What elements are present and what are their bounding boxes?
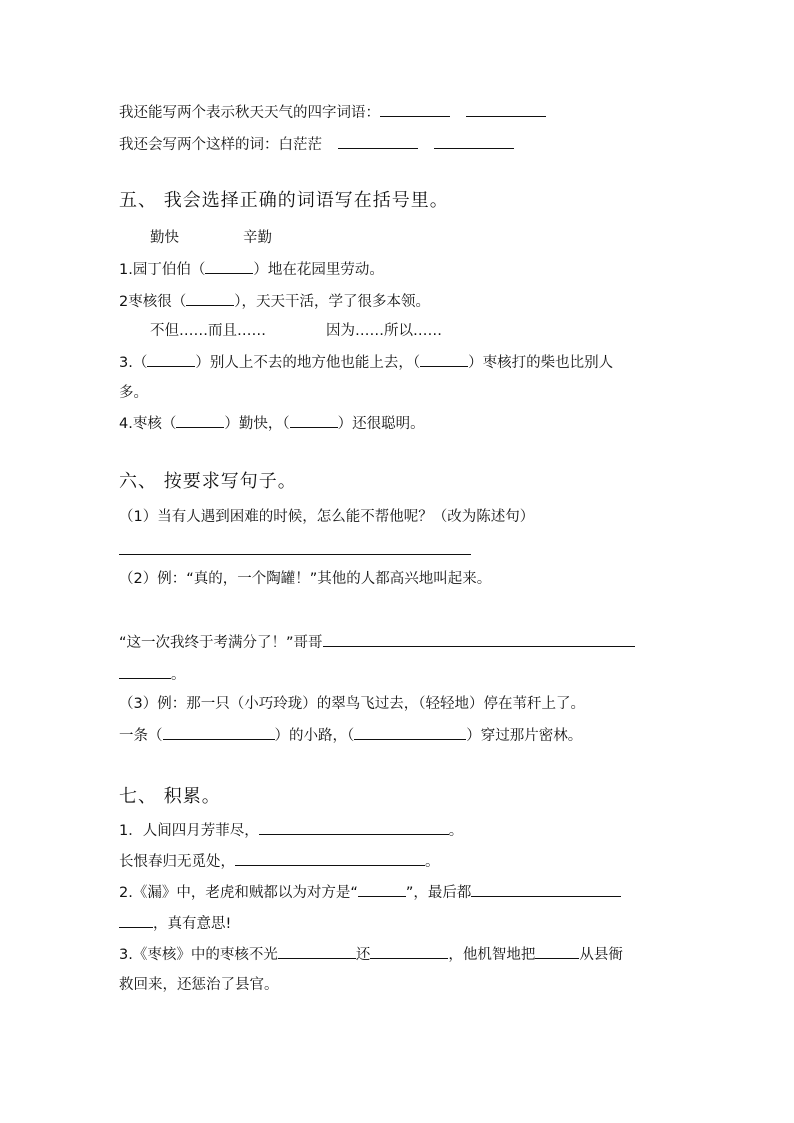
blank[interactable] <box>370 944 448 959</box>
blank[interactable] <box>176 413 224 428</box>
q4-text-b: ）勤快，（ <box>224 416 290 432</box>
blank[interactable] <box>354 725 466 740</box>
sec6-p2-line-cont <box>119 664 186 685</box>
blank[interactable] <box>338 134 418 149</box>
l2-text: 长恨春归无觅处， <box>119 854 235 870</box>
period: 。 <box>448 823 464 839</box>
l5-text-b: 还 <box>355 947 371 963</box>
sec4-line-1 <box>119 102 546 123</box>
sec4-line-2-text: 我还会写两个这样的词：白茫茫 <box>119 137 322 153</box>
blank[interactable] <box>535 944 579 959</box>
blank[interactable] <box>278 944 356 959</box>
p3-text-b: ）的小路，（ <box>274 728 355 744</box>
sec6-p1: （1）当有人遇到困难的时候，怎么能不帮他呢？（改为陈述句） <box>119 509 535 525</box>
blank[interactable] <box>420 352 468 367</box>
p2-line-text: “这一次我终于考满分了！”哥哥 <box>119 635 323 651</box>
sec7-l4 <box>119 913 231 934</box>
sec7-heading: 七、 积累。 <box>119 786 221 807</box>
blank[interactable] <box>119 913 153 928</box>
sec5-q1 <box>119 259 384 280</box>
word-option: 辛勤 <box>243 230 272 246</box>
blank[interactable] <box>466 102 546 117</box>
sec6-p3-answer <box>119 725 582 746</box>
sec7-l6: 救回来，还惩治了县官。 <box>119 977 279 993</box>
word-option: 不但……而且…… <box>150 323 266 339</box>
p3-text-c: ）穿过那片密林。 <box>466 728 583 744</box>
q3-text-c: ）枣核打的柴也比别人 <box>468 355 614 371</box>
blank[interactable] <box>259 820 449 835</box>
sec7-l3 <box>119 882 621 903</box>
q1-text-b: ）地在花园里劳动。 <box>253 262 384 278</box>
word-option: 因为……所以…… <box>326 323 442 339</box>
blank[interactable] <box>119 664 171 679</box>
blank[interactable] <box>205 259 253 274</box>
sec7-l5 <box>119 944 623 965</box>
q2-text-a: 2枣核很（ <box>119 294 187 310</box>
sec5-q3-cont: 多。 <box>119 385 148 401</box>
blank[interactable] <box>163 725 275 740</box>
period: 。 <box>171 667 186 683</box>
sec5-heading: 五、 我会选择正确的词语写在括号里。 <box>119 190 449 211</box>
sec4-line-1-text: 我还能写两个表示秋天天气的四字词语： <box>119 105 380 121</box>
q2-text-b: ），天天干活，学了很多本领。 <box>234 294 430 310</box>
sec5-q4 <box>119 413 425 434</box>
l1-text: 1．人间四月芳菲尽， <box>119 823 259 839</box>
sec5-q2 <box>119 291 430 312</box>
l3-text-a: 2.《漏》中，老虎和贼都以为对方是“ <box>119 885 358 901</box>
l5-text-d: 从县衙 <box>579 947 623 963</box>
sec5-word-choices-2 <box>150 321 442 341</box>
l3-text-b: ”，最后都 <box>405 885 472 901</box>
l5-text-c: ，他机智地把 <box>448 947 536 963</box>
blank[interactable] <box>358 882 406 897</box>
answer-line[interactable] <box>119 554 471 555</box>
blank[interactable] <box>434 134 514 149</box>
blank[interactable] <box>471 882 621 897</box>
sec6-p3: （3）例：那一只（小巧玲珑）的翠鸟飞过去，（轻轻地）停在苇秆上了。 <box>119 696 585 712</box>
sec5-q3 <box>119 352 613 373</box>
q3-text-b: ）别人上不去的地方他也能上去，（ <box>195 355 421 371</box>
blank[interactable] <box>186 291 234 306</box>
sec6-p2-line <box>119 632 635 653</box>
blank[interactable] <box>380 102 450 117</box>
l4-text: ，真有意思! <box>153 916 232 932</box>
q4-text-a: 4.枣核（ <box>119 416 177 432</box>
sec6-heading: 六、 按要求写句子。 <box>119 471 297 492</box>
blank[interactable] <box>235 851 425 866</box>
blank[interactable] <box>290 413 338 428</box>
sec6-p2: （2）例：“真的，一个陶罐！”其他的人都高兴地叫起来。 <box>119 571 492 587</box>
sec7-l2 <box>119 851 440 872</box>
sec5-word-choices-1 <box>150 228 272 248</box>
q3-text-a: 3.（ <box>119 355 148 371</box>
blank[interactable] <box>147 352 195 367</box>
sec4-line-2 <box>119 134 514 155</box>
q4-text-c: ）还很聪明。 <box>337 416 425 432</box>
word-option: 勤快 <box>150 230 179 246</box>
period: 。 <box>425 854 440 870</box>
sec7-l1 <box>119 820 463 841</box>
l5-text-a: 3.《枣核》中的枣核不光 <box>119 947 278 963</box>
p3-text-a: 一条（ <box>119 728 163 744</box>
q1-text-a: 1.园丁伯伯（ <box>119 262 206 278</box>
blank[interactable] <box>323 632 635 647</box>
